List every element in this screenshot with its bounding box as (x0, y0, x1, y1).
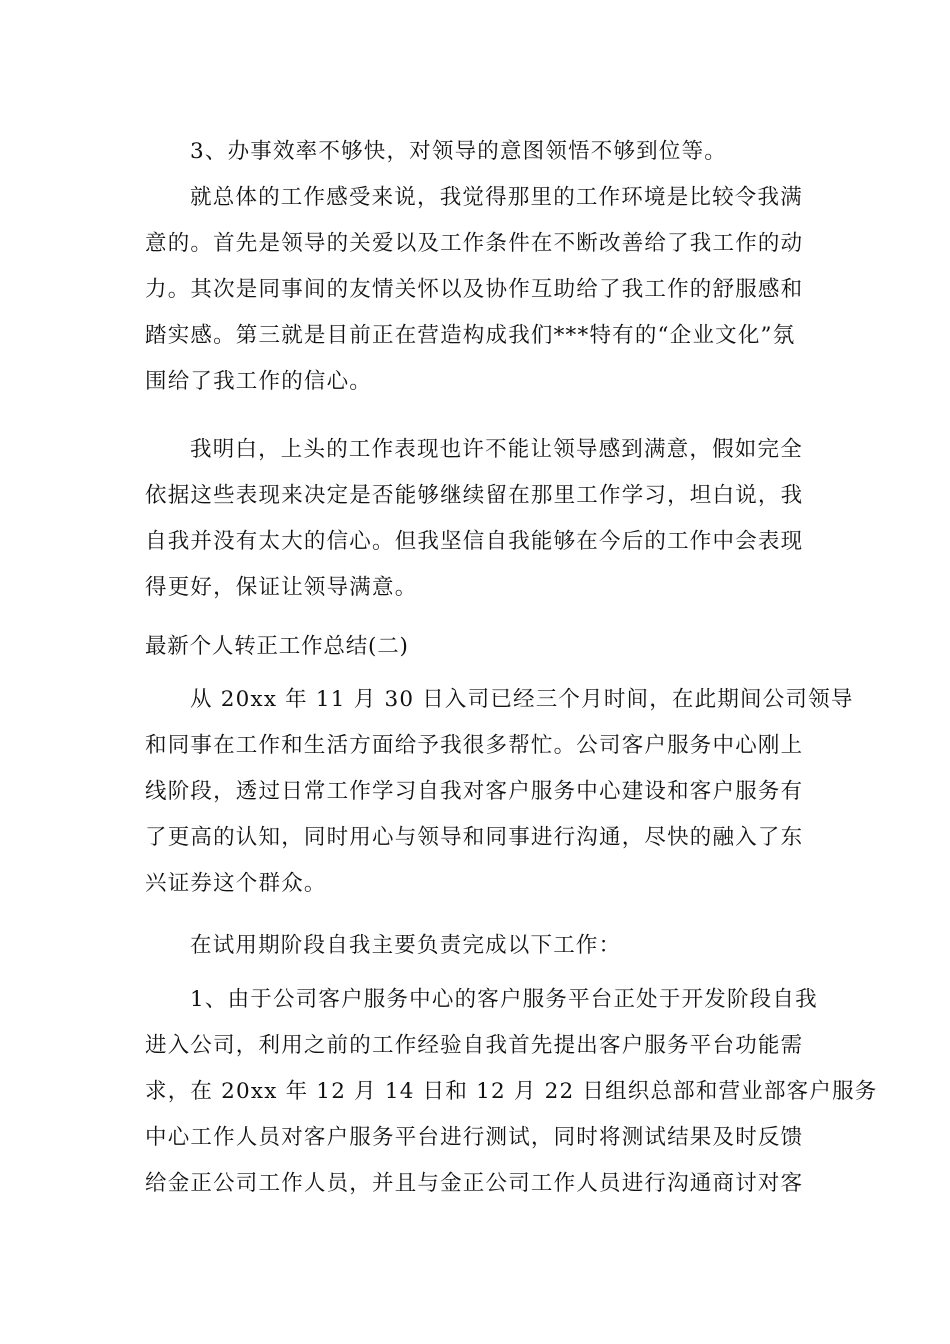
text-line: 1、由于公司客户服务中心的客户服务平台正处于开发阶段自我 (190, 987, 818, 1012)
text-line: 求，在 20xx 年 12 月 14 日和 12 月 22 日组织总部和营业部客户服务 (145, 1079, 878, 1104)
text-line: 依据这些表现来决定是否能够继续留在那里工作学习，坦白说，我 (145, 483, 804, 508)
text-line: 从 20xx 年 11 月 30 日入司已经三个月时间，在此期间公司领导 (190, 687, 854, 712)
paragraph-2 (145, 175, 815, 405)
text-line: 在试用期阶段自我主要负责完成以下工作： (190, 933, 622, 958)
text-line: 给金正公司工作人员，并且与金正公司工作人员进行沟通商讨对客 (145, 1171, 804, 1196)
text-line: 围给了我工作的信心。 (145, 369, 373, 394)
paragraph-5 (145, 923, 815, 969)
text-line: 进入公司，利用之前的工作经验自我首先提出客户服务平台功能需 (145, 1033, 804, 1058)
text-line: 和同事在工作和生活方面给予我很多帮忙。公司客户服务中心刚上 (145, 733, 804, 758)
text-line: 兴证券这个群众。 (145, 871, 327, 896)
text-line: 就总体的工作感受来说，我觉得那里的工作环境是比较令我满 (190, 185, 803, 210)
text-line: 了更高的认知，同时用心与领导和同事进行沟通，尽快的融入了东 (145, 825, 804, 850)
text-line: 意的。首先是领导的关爱以及工作条件在不断改善给了我工作的动 (145, 231, 804, 256)
text-line: 踏实感。第三就是目前正在营造构成我们***特有的“企业文化”氛 (145, 323, 796, 348)
text-line: 中心工作人员对客户服务平台进行测试，同时将测试结果及时反馈 (145, 1125, 804, 1150)
text-line: 自我并没有太大的信心。但我坚信自我能够在今后的工作中会表现 (145, 529, 804, 554)
text-line: 3、办事效率不够快，对领导的意图领悟不够到位等。 (190, 139, 727, 164)
text-line: 线阶段，透过日常工作学习自我对客户服务中心建设和客户服务有 (145, 779, 804, 804)
text-line: 力。其次是同事间的友情关怀以及协作互助给了我工作的舒服感和 (145, 277, 804, 302)
paragraph-1 (145, 129, 815, 175)
section-heading: 最新个人转正工作总结(二) (145, 634, 409, 659)
paragraph-6 (145, 977, 878, 1207)
paragraph-3 (145, 427, 815, 611)
text-line: 我明白，上头的工作表现也许不能让领导感到满意，假如完全 (190, 437, 803, 462)
paragraph-4 (145, 677, 854, 907)
text-line: 得更好，保证让领导满意。 (145, 575, 418, 600)
